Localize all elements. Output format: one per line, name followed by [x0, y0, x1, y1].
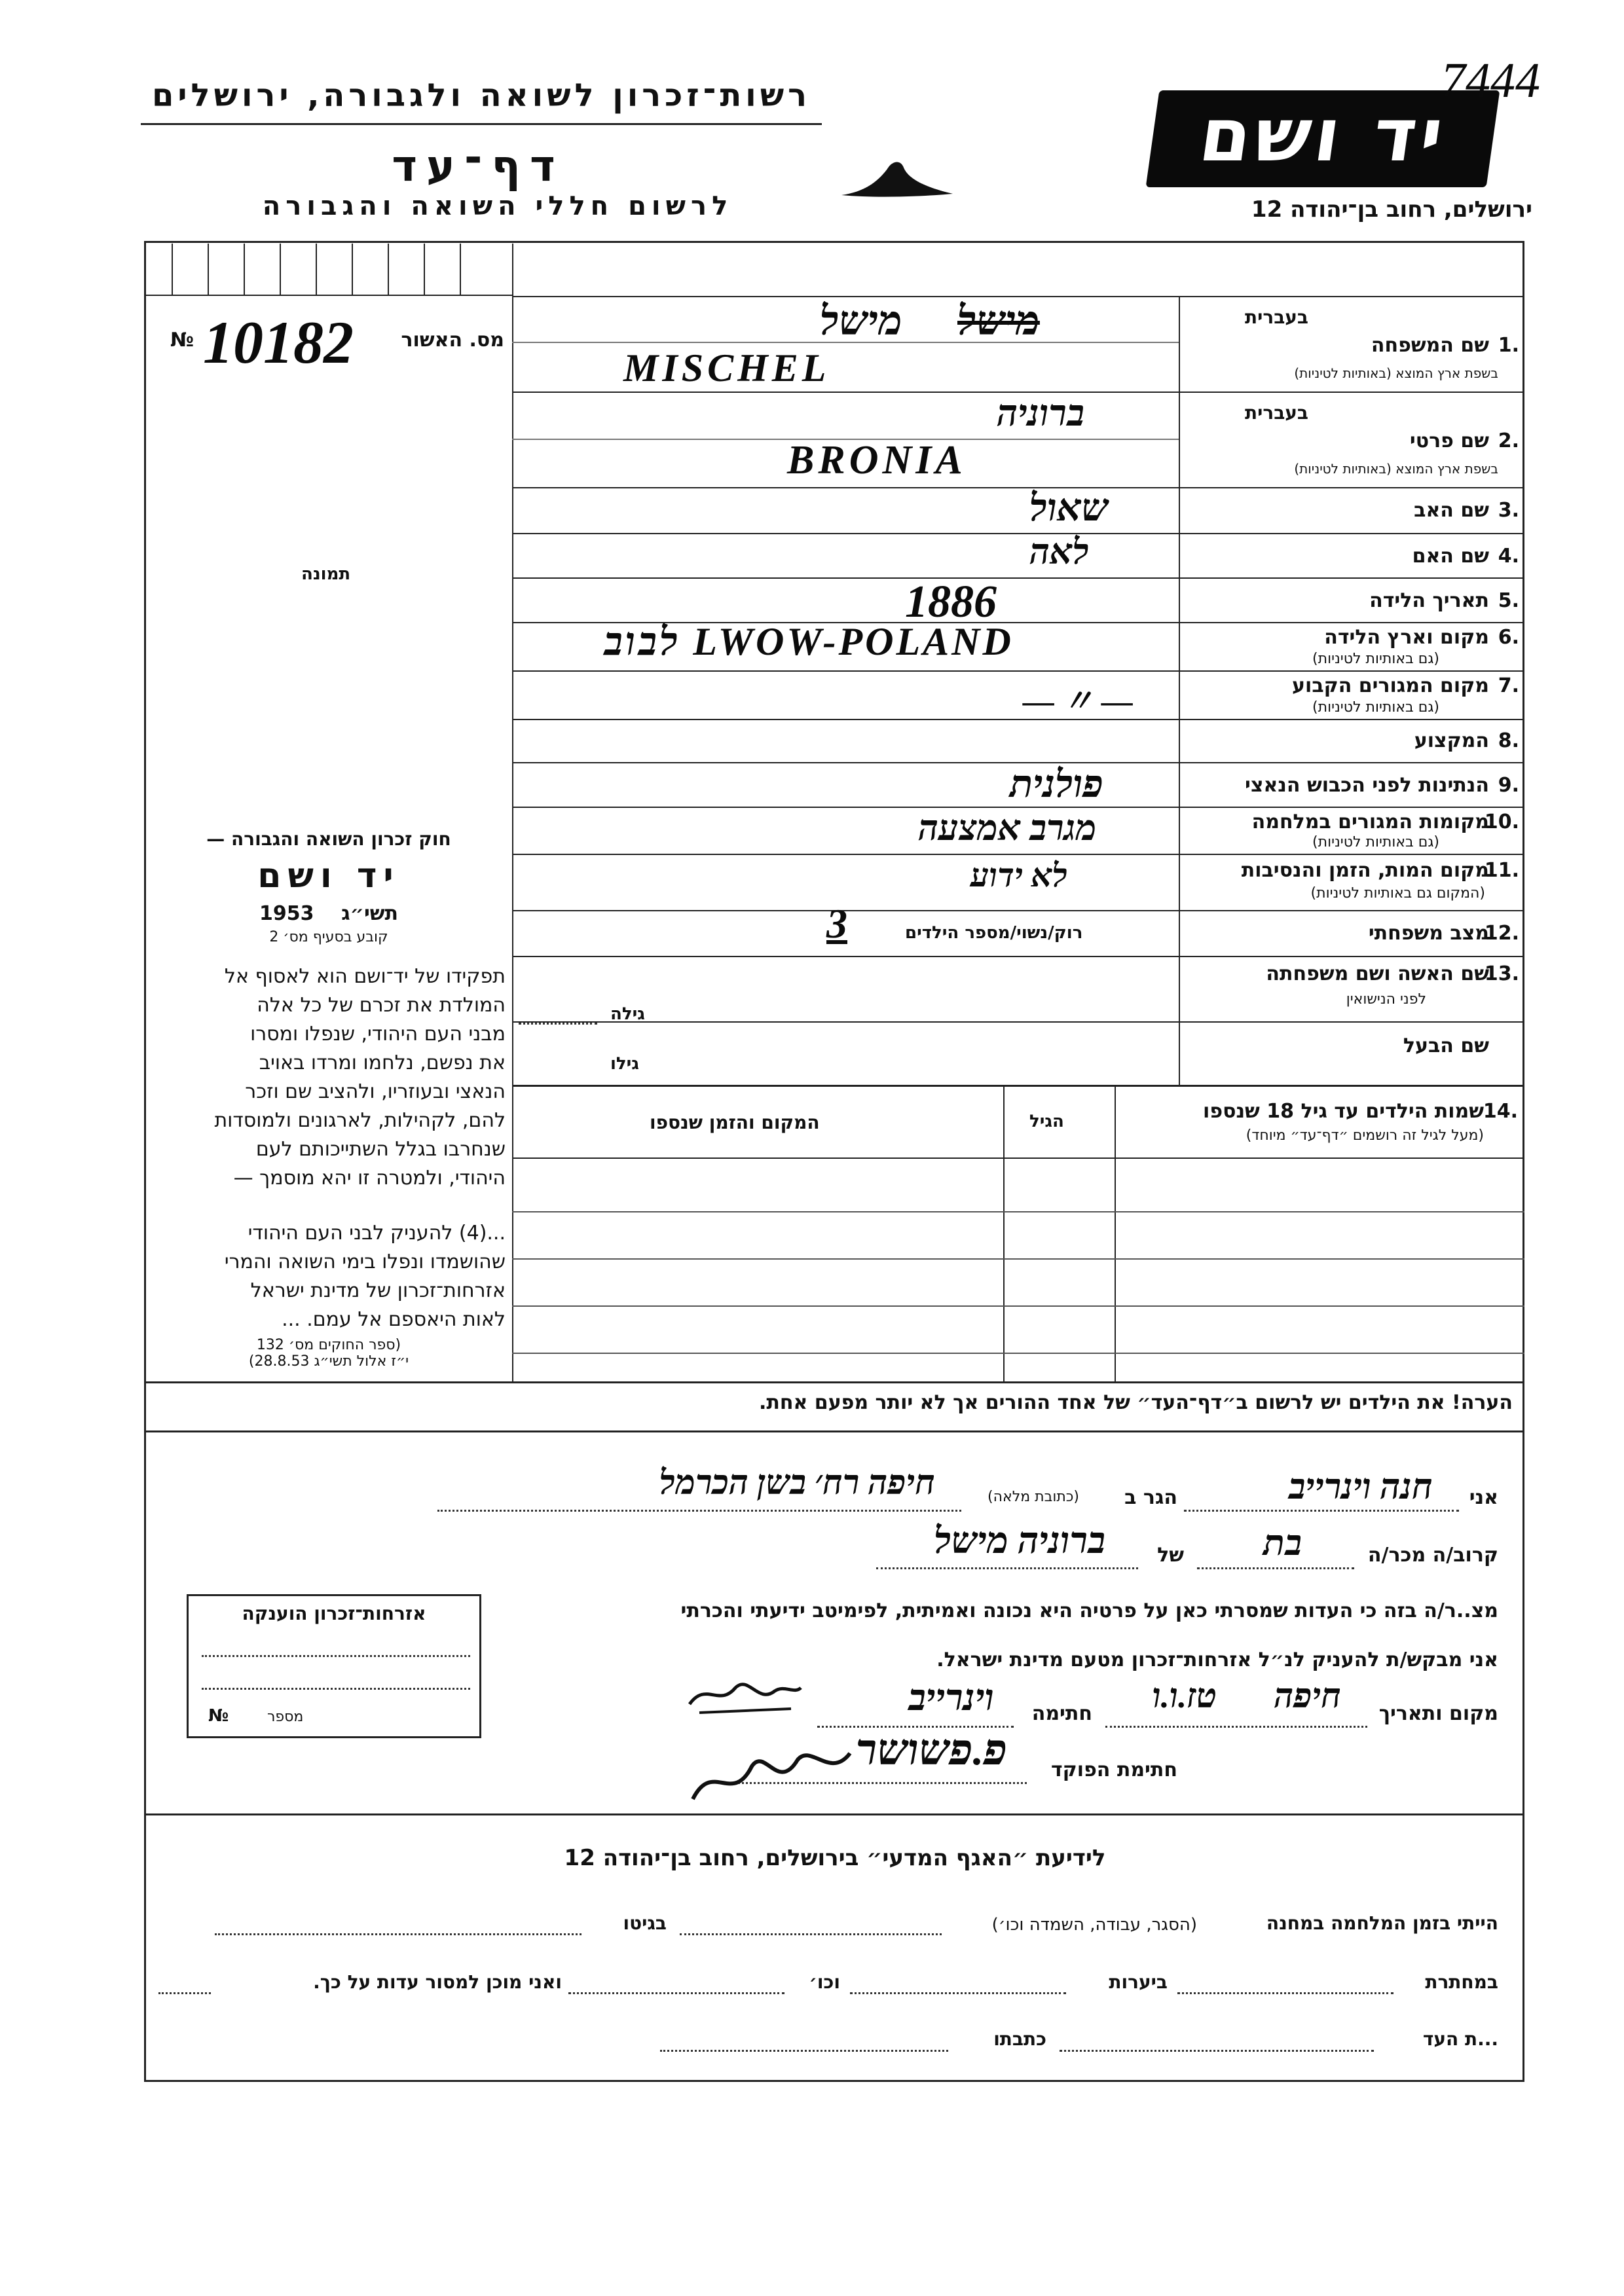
- field-first-name: [1180, 392, 1524, 487]
- value-first-name: [512, 392, 1179, 487]
- value-latin: BRONIA: [787, 438, 967, 483]
- memorial-citizenship-box: [187, 1594, 481, 1738]
- value-children-count: 3: [826, 900, 847, 947]
- field-husband-name: [1180, 1021, 1524, 1074]
- decl-line3: מצ..ר/ה בזה כי העדות שמסרתי כאן על פרטיה היא נכונה ואמיתית, לפימיטב ידיעתי והכרתי: [680, 1599, 1498, 1622]
- law-year: 1953: [259, 902, 314, 925]
- value-latin: MISCHEL: [623, 346, 830, 390]
- field-label: שם האב: [1414, 499, 1489, 522]
- form-subtitle: לרשום חללי השואה והגבורה: [262, 191, 733, 221]
- law-clause: קובע בסעיף מס׳ 2: [269, 929, 388, 945]
- law2-text: [152, 1219, 506, 1334]
- decl-place-date-label: מקום ותאריך: [1378, 1702, 1498, 1725]
- value-mother-name: לאה: [1029, 532, 1089, 572]
- field-number: 5.: [1498, 589, 1519, 612]
- field-residence: [1180, 670, 1524, 719]
- field-wife-name: [1180, 956, 1524, 1021]
- law2-line: ...(4) להעניק לבני העם היהודי: [248, 1222, 506, 1245]
- field-number: 10.: [1484, 811, 1519, 833]
- law-line: המולדת את זכרם של כל אלה: [257, 994, 506, 1017]
- struck-value: מישל: [957, 299, 1040, 344]
- field-number: 8.: [1498, 729, 1519, 752]
- field-birth-date: [1180, 577, 1524, 622]
- field-number: 4.: [1498, 545, 1519, 568]
- cert-number-prefix: №: [208, 1706, 229, 1726]
- header-rule: [141, 123, 822, 125]
- memorial-flame-icon: [838, 156, 956, 202]
- law2-line: אזרחות־זכרון של מדינת ישראל: [250, 1279, 506, 1302]
- field-label: שם האשה ושם משפחתה: [1266, 962, 1489, 985]
- law2-ref2: י״ז אלול תשי״ג 28.8.53): [248, 1353, 409, 1370]
- cert-number-label: מספר: [267, 1709, 304, 1725]
- field-number: 6.: [1498, 626, 1519, 649]
- law2-ref1: (ספר החוקים מס׳ 132: [256, 1337, 401, 1353]
- field-father-name: [1180, 487, 1524, 533]
- footer-line2-d: ואני מוכן למסור עדות על כך.: [313, 1971, 562, 1993]
- declarant-address: חיפה רח׳ בשן הכרמל: [659, 1465, 935, 1502]
- wife-age-label: גילה: [610, 1004, 645, 1024]
- field-label: מקומות המגורים במלחמה: [1251, 811, 1489, 833]
- footer: [145, 1815, 1524, 2081]
- children-sub: (מעל לגיל זה רושמים ״דף־עד״ מיוחד): [1246, 1127, 1484, 1144]
- children-table: [512, 1085, 1524, 1381]
- decl-of-label: של: [1157, 1544, 1184, 1567]
- decl-relation: בת: [1263, 1523, 1302, 1563]
- footer-line1-b: (הסגר, עבודה, השמדה וכו׳): [991, 1915, 1197, 1935]
- field-sub-label: בעברית: [1244, 402, 1308, 424]
- value-birth-place: לבוב LWOW-POLAND: [604, 620, 1014, 663]
- children-col-age: הגיל: [1029, 1112, 1064, 1131]
- law-line: שנחרבו בגלל השתייכותם לעם: [255, 1138, 506, 1161]
- field-number: 9.: [1498, 774, 1519, 797]
- field-number: 2.: [1498, 429, 1519, 452]
- field-sub-label: לפני הנישואין: [1346, 991, 1426, 1008]
- law-line: את נפשם, נלחמו ומרדו באויב: [259, 1051, 506, 1074]
- field-label: שם האם: [1412, 545, 1489, 568]
- field-marital-status: [1180, 910, 1524, 956]
- form-title: דף־עד: [392, 141, 564, 191]
- approval-label: מס. האשור: [401, 329, 504, 352]
- law-line: להם, לקהילות, לארגונים ולמוסדות: [214, 1109, 506, 1132]
- law-line: תפקידו של יד־ושם הוא לאסוף אל: [224, 965, 506, 988]
- field-death-place: [1180, 854, 1524, 910]
- value-father-name: שאול: [1029, 486, 1109, 529]
- field-label: המקצוע: [1414, 729, 1489, 752]
- value-residence: — 〃 —: [1023, 684, 1134, 719]
- field-sub-label: (המקום גם באותיות לטיניות): [1310, 885, 1485, 902]
- approval-prefix: №: [170, 329, 194, 352]
- field-number: 7.: [1498, 674, 1519, 697]
- footer-line1-c: בגיטו: [623, 1912, 667, 1934]
- law-hebyear: תשי״ג: [341, 902, 399, 925]
- field-nationality: [1180, 762, 1524, 807]
- corner-number: 7444: [1441, 53, 1540, 108]
- footer-line3-a: ...ת העד: [1422, 2028, 1498, 2050]
- photo-label: תמונה: [301, 564, 351, 584]
- value-nationality: פולנית: [1010, 763, 1103, 805]
- field-family-name: [1180, 296, 1524, 392]
- value-death-place: לא ידוע: [970, 857, 1068, 894]
- logo-text: יד ושם: [1194, 93, 1452, 178]
- footer-line2-b: ביערות: [1109, 1971, 1168, 1993]
- top-tick-row: [145, 244, 512, 296]
- field-label: שם פרטי: [1409, 429, 1489, 452]
- value-hebrew: מישל: [820, 299, 902, 344]
- address-line: ירושלים, רחוב בן־יהודה 12: [1251, 196, 1532, 223]
- decl-address-hint: (כתובת מלאה): [987, 1489, 1079, 1505]
- value-family-name: [512, 296, 1179, 392]
- authority-title: רשות־זכרון לשואה ולגבורה, ירושלים: [151, 77, 811, 114]
- approval-number: 10182: [203, 309, 354, 376]
- decl-resides-label: הגר ב: [1124, 1486, 1177, 1509]
- field-profession: [1180, 719, 1524, 762]
- value-birth-date: 1886: [905, 577, 997, 627]
- decl-of-name: ברוניה מישל: [934, 1521, 1105, 1561]
- field-label: הנתינות לפני הכבוש הנאצי: [1245, 774, 1489, 797]
- fields-area: [512, 296, 1524, 1085]
- field-label: תאריך הלידה: [1369, 589, 1489, 612]
- footer-line2-a: במחתרת: [1425, 1971, 1498, 1993]
- law2-line: לאות היאספם אל עמם. ...: [282, 1308, 506, 1331]
- officer-signature-label: חתימת הפוקד: [1051, 1758, 1177, 1781]
- declarant-name: חנה וינרייב: [1288, 1467, 1433, 1506]
- law2-line: שהושמדו ונפלו בימי השואה והמרי: [224, 1250, 506, 1273]
- field-sub-label: בשפת ארץ המוצא (באותיות לטיניות): [1294, 461, 1498, 477]
- field-mother-name: [1180, 533, 1524, 577]
- field-label: מצב משפחתי: [1368, 922, 1489, 945]
- field-sub-label: (גם באותיות לטיניות): [1312, 834, 1439, 850]
- field-number: 12.: [1484, 922, 1519, 945]
- footer-line1-a: הייתי בזמן המלחמה במחנה: [1266, 1912, 1498, 1934]
- footer-title: לידיעת ״האגף המדעי״ בירושלים, רחוב בן־יהודה 12: [564, 1845, 1106, 1871]
- decl-signature-label: חתימה: [1031, 1702, 1092, 1725]
- signature-scribble-icon: [686, 1668, 804, 1721]
- field-number: 1.: [1498, 334, 1519, 357]
- decl-line4: אני מבקש/ת להעניק לנ״ל אזרחות־זכרון מטעם מדינת ישראל.: [936, 1649, 1498, 1671]
- officer-scribble-icon: [686, 1740, 857, 1812]
- field-sub-label: בשפת ארץ המוצא (באותיות לטיניות): [1294, 365, 1498, 381]
- decl-signature: וינרייב: [908, 1678, 994, 1719]
- cert-title: אזרחות־זכרון הוענקה: [242, 1603, 426, 1624]
- law-line: היהודי, ולמטרה זו יהא מוסמך —: [233, 1167, 506, 1190]
- officer-signature: פ.פשושר: [855, 1726, 1007, 1774]
- footer-line3-b: כתבתו: [993, 2028, 1046, 2050]
- field-sub-label: (גם באותיות לטיניות): [1312, 699, 1439, 716]
- law-line: הנאצי ובעוזריו, ולהציב שם וזכר: [245, 1080, 506, 1103]
- field-label: מקום המגורים הקבוע: [1292, 674, 1489, 697]
- approval-box: [164, 309, 504, 376]
- law-text: [152, 962, 506, 1193]
- field-number: 3.: [1498, 499, 1519, 522]
- children-number: 14.: [1483, 1100, 1518, 1123]
- field-number: 11.: [1484, 859, 1519, 882]
- field-label: מקום המות, הזמן והנסיבות: [1241, 859, 1489, 882]
- husband-age-label: גילו: [610, 1054, 639, 1074]
- field-sub-label: בעברית: [1244, 306, 1308, 328]
- field-birth-place: [1180, 622, 1524, 670]
- decl-place: חיפה: [1274, 1678, 1341, 1715]
- footer-line2-c: וכו׳: [809, 1971, 840, 1993]
- field-war-residence: [1180, 807, 1524, 854]
- field-label: מקום וארץ הלידה: [1324, 626, 1489, 649]
- law-block: [152, 828, 506, 1370]
- value-hebrew: ברוניה: [997, 393, 1084, 434]
- field-label: שם המשפחה: [1371, 334, 1489, 357]
- law-title: חוק זכרון השואה והגבורה —: [206, 828, 451, 850]
- field-number: 13.: [1484, 962, 1519, 985]
- children-label: שמות הילדים עד גיל 18 שנספו: [1203, 1100, 1484, 1123]
- law-name: יד ושם: [257, 856, 400, 896]
- decl-i-label: אני: [1469, 1486, 1498, 1509]
- note-line: הערה! את הילדים יש לרשום ב״דף־העד״ של אחד ההורים אך לא יותר מפעם אחת.: [759, 1391, 1513, 1414]
- field-label: שם הבעל: [1403, 1034, 1489, 1057]
- value-war-residence: מגרב אמצעה: [918, 809, 1097, 848]
- decl-relative-label: קרוב/ה מכר/ה: [1367, 1544, 1498, 1567]
- decl-date: טז.ו.ו: [1152, 1678, 1217, 1715]
- children-col-place: המקום והזמן שנספו: [650, 1112, 820, 1133]
- law-line: מבני העם היהודי, שנפלו ומסרו: [250, 1023, 506, 1046]
- field-sub-label: (גם באותיות לטיניות): [1312, 651, 1439, 667]
- marital-status-hint: רוק/נשוי/מספר הילדים: [905, 923, 1083, 943]
